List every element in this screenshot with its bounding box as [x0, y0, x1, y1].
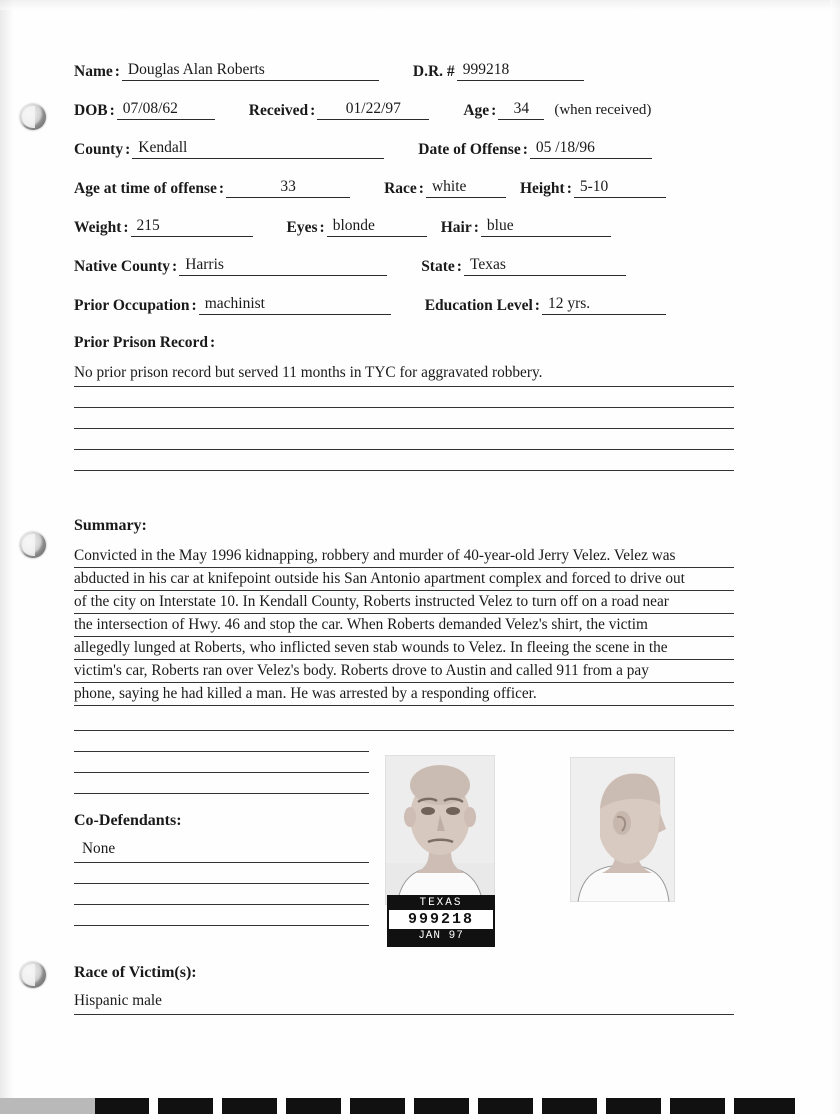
- native-county-label: Native County: [74, 258, 171, 275]
- colon: :: [191, 297, 197, 314]
- ruled-line: [74, 429, 734, 450]
- ruled-line-half: [74, 752, 369, 773]
- mugshot-front-icon: [385, 755, 495, 905]
- colon: :: [566, 180, 572, 197]
- scan-footer-bar: [95, 1098, 795, 1114]
- education-level-value: 12 yrs.: [542, 294, 666, 315]
- binder-hole-icon: [20, 104, 46, 130]
- age-label: Age: [463, 102, 490, 119]
- name-value: Douglas Alan Roberts: [122, 60, 379, 81]
- prior-prison-record-value: No prior prison record but served 11 months in TYC for aggravated robbery.: [74, 364, 543, 381]
- state-value: Texas: [464, 255, 626, 276]
- colon: :: [114, 63, 120, 80]
- race-of-victims-value: Hispanic male: [74, 992, 162, 1009]
- co-defendants-value: None: [82, 840, 116, 857]
- placard-number: 999218: [389, 910, 493, 929]
- age-at-offense-value: 33: [226, 177, 350, 198]
- mugshot-profile-icon: [570, 757, 675, 902]
- colon: :: [491, 102, 497, 119]
- colon: :: [522, 141, 528, 158]
- ruled-line-half: [74, 884, 369, 905]
- summary-text: [74, 545, 734, 706]
- ruled-line: [74, 408, 734, 429]
- date-of-offense-value: 05 /18/96: [530, 138, 652, 159]
- placard-date: JAN 97: [418, 930, 464, 942]
- received-value: 01/22/97: [317, 99, 429, 120]
- dob-value: 07/08/62: [117, 99, 215, 120]
- ruled-line-half: [74, 905, 369, 926]
- row-weight-eyes-hair: [74, 216, 734, 237]
- summary-line: abducted in his car at knifepoint outside his San Antonio apartment complex and forced to drive out: [74, 568, 734, 591]
- binder-hole-icon: [20, 532, 46, 558]
- row-dob-received-age: [74, 99, 734, 120]
- row-occupation-education: [74, 294, 734, 315]
- colon: :: [125, 141, 131, 158]
- name-label: Name: [74, 63, 113, 80]
- ruled-line: [74, 450, 734, 471]
- mugshot-front-photo: [385, 755, 495, 905]
- colon: :: [534, 297, 540, 314]
- dob-label: DOB: [74, 102, 108, 119]
- colon: :: [310, 102, 316, 119]
- hair-label: Hair: [440, 219, 472, 236]
- summary-label: Summary:: [74, 517, 147, 534]
- prior-occupation-label: Prior Occupation: [74, 297, 190, 314]
- inmate-id-placard: [387, 895, 495, 947]
- summary-line: victim's car, Roberts ran over Velez's body. Roberts drove to Austin and called 911 from a pay: [74, 660, 734, 683]
- date-of-offense-label: Date of Offense: [418, 141, 521, 158]
- native-county-value: Harris: [179, 255, 387, 276]
- prior-prison-record-lines: [74, 364, 734, 471]
- eyes-label: Eyes: [286, 219, 318, 236]
- mugshot-profile-photo: [570, 757, 675, 902]
- co-defendants-label: Co-Defendants:: [74, 812, 182, 829]
- colon: :: [473, 219, 479, 236]
- race-label: Race: [384, 180, 417, 197]
- state-label: State: [421, 258, 455, 275]
- row-county-offense-date: [74, 138, 734, 159]
- weight-label: Weight: [74, 219, 122, 236]
- colon: :: [210, 334, 216, 351]
- dr-number-label: D.R. #: [412, 63, 455, 80]
- summary-line: Convicted in the May 1996 kidnapping, robbery and murder of 40-year-old Jerry Velez. Velez was: [74, 545, 734, 568]
- age-note: (when received): [554, 102, 652, 118]
- summary-line: the intersection of Hwy. 46 and stop the car. When Roberts demanded Velez's shirt, the victim: [74, 614, 734, 637]
- summary-line: phone, saying he had killed a man. He was arrested by a responding officer.: [74, 683, 734, 706]
- colon: :: [319, 219, 325, 236]
- mugshot-photos: [385, 755, 720, 950]
- height-label: Height: [519, 180, 565, 197]
- height-value: 5-10: [574, 177, 666, 198]
- row-name-dr: [74, 60, 734, 81]
- scan-shadow-right: [830, 0, 840, 1114]
- colon: :: [109, 102, 115, 119]
- ruled-line: [74, 387, 734, 408]
- ruled-line-half: [74, 773, 369, 794]
- colon: :: [123, 219, 129, 236]
- ruled-line: [74, 706, 734, 731]
- scan-shadow-left: [0, 0, 14, 1114]
- prior-prison-record-label: Prior Prison Record: [74, 334, 209, 351]
- race-value: white: [426, 177, 506, 198]
- weight-value: 215: [131, 216, 253, 237]
- dr-number-value: 999218: [457, 60, 584, 81]
- race-of-victims-lines: [74, 992, 734, 1015]
- scan-footer-gray: [0, 1098, 96, 1114]
- row-prior-prison-record: [74, 333, 734, 352]
- colon: :: [456, 258, 462, 275]
- race-of-victims-label: Race of Victim(s):: [74, 964, 197, 981]
- row-age-race-height: [74, 177, 734, 198]
- ruled-line-half: [74, 863, 369, 884]
- ruled-line-half: [74, 731, 369, 752]
- education-level-label: Education Level: [424, 297, 533, 314]
- summary-line: of the city on Interstate 10. In Kendall County, Roberts instructed Velez to turn off on a road near: [74, 591, 734, 614]
- age-value: 34: [498, 99, 544, 120]
- county-value: Kendall: [132, 138, 384, 159]
- county-label: County: [74, 141, 124, 158]
- received-label: Received: [248, 102, 309, 119]
- colon: :: [218, 180, 225, 197]
- summary-line: allegedly lunged at Roberts, who inflicted seven stab wounds to Velez. In fleeing the scene in the: [74, 637, 734, 660]
- placard-state: TEXAS: [419, 897, 463, 909]
- colon: :: [172, 258, 178, 275]
- binder-hole-icon: [20, 962, 46, 988]
- age-at-offense-label: Age at time of offense: [74, 180, 217, 197]
- eyes-value: blonde: [327, 216, 427, 237]
- row-native-county-state: [74, 255, 734, 276]
- hair-value: blue: [481, 216, 611, 237]
- colon: :: [418, 180, 424, 197]
- scan-shadow-top: [0, 0, 840, 10]
- prior-occupation-value: machinist: [199, 294, 391, 315]
